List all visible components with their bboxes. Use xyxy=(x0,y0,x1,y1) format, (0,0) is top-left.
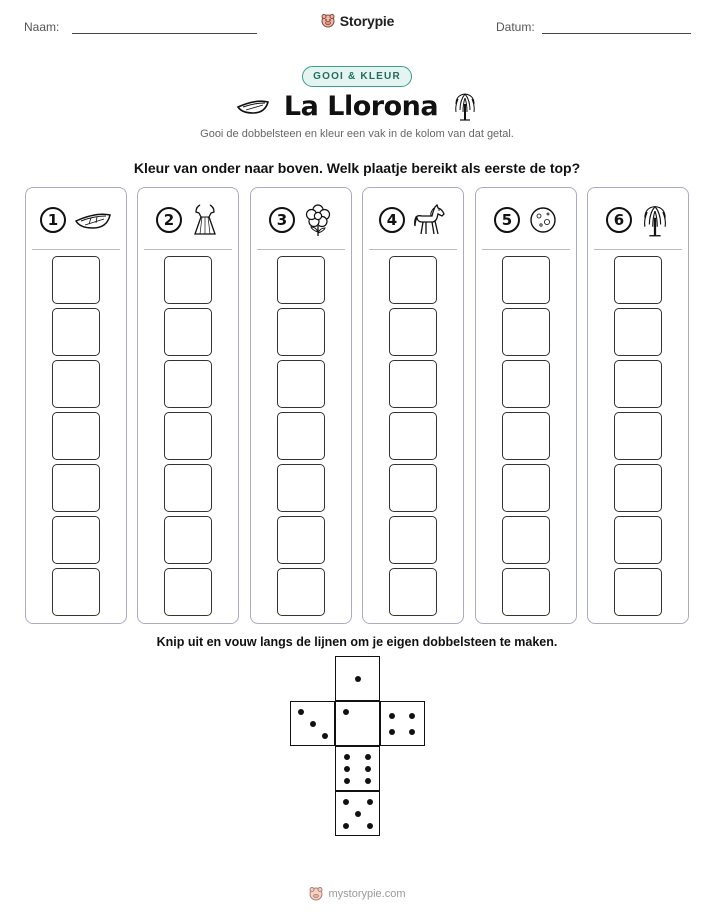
color-box[interactable] xyxy=(389,568,437,616)
color-box[interactable] xyxy=(277,412,325,460)
pig-mascot-icon xyxy=(320,13,336,29)
color-box[interactable] xyxy=(52,464,100,512)
color-box[interactable] xyxy=(502,256,550,304)
color-box[interactable] xyxy=(502,360,550,408)
question: Kleur van onder naar boven. Welk plaatje bereikt als eerste de top? xyxy=(133,160,581,176)
color-box[interactable] xyxy=(389,308,437,356)
die-face xyxy=(290,701,335,746)
die-face xyxy=(380,701,425,746)
color-box[interactable] xyxy=(52,308,100,356)
dress-icon xyxy=(190,203,220,237)
column-number: 5 xyxy=(494,207,520,233)
color-box[interactable] xyxy=(277,256,325,304)
color-box[interactable] xyxy=(389,360,437,408)
color-box[interactable] xyxy=(389,256,437,304)
color-box[interactable] xyxy=(614,464,662,512)
die-face xyxy=(335,791,380,836)
brand-logo xyxy=(0,13,714,34)
subtitle: Gooi de dobbelsteen en kleur een vak in de kolom van dat getal. xyxy=(200,128,514,140)
color-box[interactable] xyxy=(52,412,100,460)
color-box[interactable] xyxy=(502,516,550,564)
color-box[interactable] xyxy=(277,516,325,564)
color-box[interactable] xyxy=(164,464,212,512)
moon-icon xyxy=(528,205,558,235)
column-number: 2 xyxy=(156,207,182,233)
willow-tree-icon xyxy=(452,90,478,122)
color-box[interactable] xyxy=(502,568,550,616)
color-box[interactable] xyxy=(277,360,325,408)
footer-url[interactable]: mystorypie.com xyxy=(328,888,406,900)
color-box[interactable] xyxy=(614,568,662,616)
color-box[interactable] xyxy=(389,412,437,460)
color-box[interactable] xyxy=(164,412,212,460)
color-box[interactable] xyxy=(52,256,100,304)
color-box[interactable] xyxy=(389,516,437,564)
color-box[interactable] xyxy=(164,256,212,304)
color-box[interactable] xyxy=(502,308,550,356)
name-label: Naam: xyxy=(24,20,60,34)
color-box[interactable] xyxy=(164,360,212,408)
die-face xyxy=(335,656,380,701)
column-5 xyxy=(475,187,577,624)
color-box[interactable] xyxy=(277,568,325,616)
color-box[interactable] xyxy=(389,464,437,512)
column-number: 3 xyxy=(269,207,295,233)
color-box[interactable] xyxy=(614,516,662,564)
column-2 xyxy=(137,187,239,624)
color-box[interactable] xyxy=(614,256,662,304)
column-6 xyxy=(587,187,689,624)
column-number: 1 xyxy=(40,207,66,233)
die-instructions: Knip uit en vouw langs de lijnen om je eigen dobbelsteen te maken. xyxy=(156,635,558,649)
color-box[interactable] xyxy=(502,412,550,460)
willow-tree-icon xyxy=(640,202,670,238)
footer xyxy=(0,886,714,907)
page-title: La Llorona xyxy=(283,90,439,122)
color-box[interactable] xyxy=(502,464,550,512)
date-label: Datum: xyxy=(496,20,535,34)
color-box[interactable] xyxy=(52,516,100,564)
column-1 xyxy=(25,187,127,624)
brand-name: Storypie xyxy=(339,13,395,29)
boat-icon xyxy=(74,208,112,232)
color-box[interactable] xyxy=(277,464,325,512)
column-number: 6 xyxy=(606,207,632,233)
activity-badge: GOOI & KLEUR xyxy=(302,66,412,87)
column-3 xyxy=(250,187,352,624)
horse-icon xyxy=(413,204,447,236)
color-box[interactable] xyxy=(52,360,100,408)
boat-icon xyxy=(236,95,270,117)
color-box[interactable] xyxy=(164,308,212,356)
die-face xyxy=(335,746,380,791)
color-box[interactable] xyxy=(277,308,325,356)
color-box[interactable] xyxy=(164,568,212,616)
flower-icon xyxy=(303,203,333,237)
color-box[interactable] xyxy=(614,412,662,460)
pig-mascot-icon xyxy=(308,886,324,902)
color-box[interactable] xyxy=(164,516,212,564)
column-number: 4 xyxy=(379,207,405,233)
die-face xyxy=(335,701,380,746)
color-box[interactable] xyxy=(614,360,662,408)
color-box[interactable] xyxy=(614,308,662,356)
column-4 xyxy=(362,187,464,624)
color-box[interactable] xyxy=(52,568,100,616)
